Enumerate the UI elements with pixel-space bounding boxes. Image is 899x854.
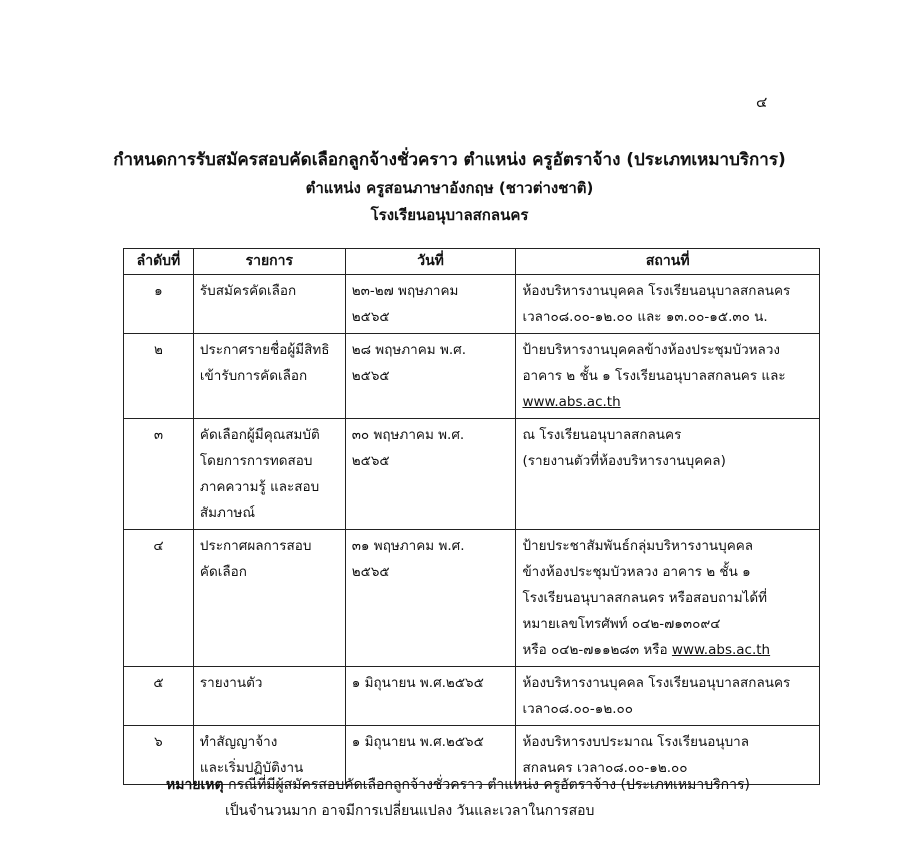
- document-title: กำหนดการรับสมัครสอบคัดเลือกลูกจ้างชั่วคราว ตำแหน่ง ครูอัตราจ้าง (ประเภทเหมาบริการ): [113, 150, 786, 170]
- header-no: ลำดับที่: [124, 249, 194, 275]
- row-date: ๑ มิถุนายน พ.ศ.๒๕๖๕: [345, 667, 516, 726]
- website-link[interactable]: www.abs.ac.th: [522, 394, 621, 410]
- row-date: ๓๐ พฤษภาคม พ.ศ. ๒๕๖๕: [345, 419, 516, 530]
- header-place: สถานที่: [516, 249, 820, 275]
- row-place: ป้ายบริหารงานบุคคลข้างห้องประชุมบัวหลวง อาคาร ๒ ชั้น ๑ โรงเรียนอนุบาลสกลนคร และ www.abs.ac.th: [516, 334, 820, 419]
- table-row: [124, 419, 820, 530]
- row-number: ๑: [124, 275, 194, 334]
- table-header-row: [124, 249, 820, 275]
- row-number: ๕: [124, 667, 194, 726]
- website-link[interactable]: www.abs.ac.th: [671, 642, 771, 658]
- remark-text-line2: เป็นจำนวนมาก อาจมีการเปลี่ยนแปลง วันและเวลาในการสอบ: [225, 803, 595, 819]
- row-date: ๒๓-๒๗ พฤษภาคม ๒๕๖๕: [345, 275, 516, 334]
- alt-phone-text: หรือ ๐๔๒-๗๑๑๒๘๓ หรือ: [522, 642, 668, 658]
- table-row: [124, 334, 820, 419]
- remark-text-line1: กรณีที่มีผู้สมัครสอบคัดเลือกลูกจ้างชั่วคราว ตำแหน่ง ครูอัตราจ้าง (ประเภทเหมาบริการ): [228, 777, 750, 793]
- remark-label: หมายเหตุ: [166, 777, 224, 793]
- row-number: ๓: [124, 419, 194, 530]
- row-item: คัดเลือกผู้มีคุณสมบัติ โดยการการทดสอบ ภาคความรู้ และสอบ สัมภาษณ์: [193, 419, 345, 530]
- document-subtitle-position: ตำแหน่ง ครูสอนภาษาอังกฤษ (ชาวต่างชาติ): [305, 179, 594, 197]
- row-number: ๖: [124, 726, 194, 785]
- row-place: ณ โรงเรียนอนุบาลสกลนคร (รายงานตัวที่ห้องบริหารงานบุคคล): [516, 419, 820, 530]
- row-item: รับสมัครคัดเลือก: [193, 275, 345, 334]
- row-item: ประกาศผลการสอบ คัดเลือก: [193, 530, 345, 667]
- table-row: [124, 667, 820, 726]
- row-date: ๑ มิถุนายน พ.ศ.๒๕๖๕: [345, 726, 516, 785]
- remark-note: [166, 772, 846, 824]
- row-item: รายงานตัว: [193, 667, 345, 726]
- header-date: วันที่: [345, 249, 516, 275]
- row-date: ๓๑ พฤษภาคม พ.ศ. ๒๕๖๕: [345, 530, 516, 667]
- row-item: ทำสัญญาจ้าง และเริ่มปฏิบัติงาน: [193, 726, 345, 785]
- row-place: ห้องบริหารงานบุคคล โรงเรียนอนุบาลสกลนคร เวลา๐๘.๐๐-๑๒.๐๐ และ ๑๓.๐๐-๑๕.๓๐ น.: [516, 275, 820, 334]
- row-place: ห้องบริหารงานบุคคล โรงเรียนอนุบาลสกลนคร เวลา๐๘.๐๐-๑๒.๐๐: [516, 667, 820, 726]
- row-place: ป้ายประชาสัมพันธ์กลุ่มบริหารงานบุคคล ข้างห้องประชุมบัวหลวง อาคาร ๒ ชั้น ๑ โรงเรียนอนุบาลสกลนคร หรือสอบถามได้ที่ หมายเลขโทรศัพท์ ๐๔๒-๗๑๓๐๙๔ หรือ ๐๔๒-๗๑๑๒๘๓ หรือ www.abs.ac.th: [516, 530, 820, 667]
- row-number: ๔: [124, 530, 194, 667]
- document-subtitle-school: โรงเรียนอนุบาลสกลนคร: [370, 206, 529, 224]
- row-item: ประกาศรายชื่อผู้มีสิทธิ เข้ารับการคัดเลือก: [193, 334, 345, 419]
- row-date: ๒๘ พฤษภาคม พ.ศ. ๒๕๖๕: [345, 334, 516, 419]
- row-place: ห้องบริหารงบประมาณ โรงเรียนอนุบาล สกลนคร เวลา๐๘.๐๐-๑๒.๐๐: [516, 726, 820, 785]
- table-row: [124, 530, 820, 667]
- page-number: ๔: [756, 93, 768, 111]
- header-item: รายการ: [193, 249, 345, 275]
- row-number: ๒: [124, 334, 194, 419]
- schedule-table: [123, 248, 820, 785]
- table-row: [124, 275, 820, 334]
